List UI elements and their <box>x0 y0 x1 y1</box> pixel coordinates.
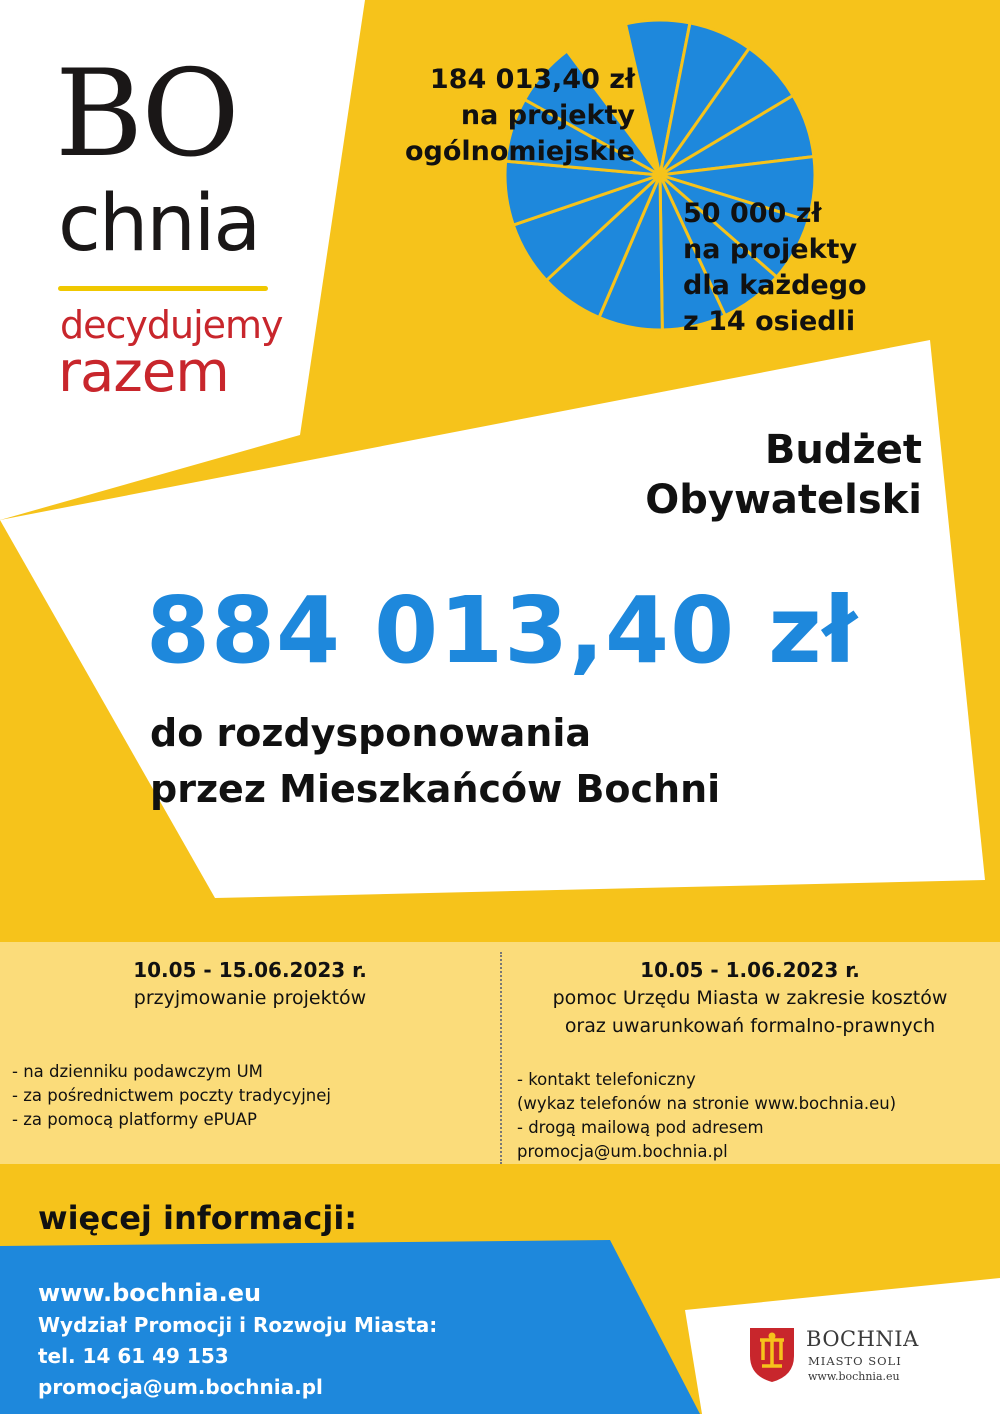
city-logo <box>748 1326 958 1386</box>
submission-methods-list <box>12 1060 500 1132</box>
pie-label-districts <box>683 196 983 340</box>
amount-description-line2: przez Mieszkańców Bochni <box>150 767 721 811</box>
website-link[interactable]: www.bochnia.eu <box>38 1279 262 1307</box>
total-amount: 884 013,40 zł <box>146 577 858 684</box>
page-title <box>645 425 922 525</box>
city-name: BOCHNIA <box>806 1327 919 1351</box>
more-info-heading: więcej informacji: <box>38 1199 358 1237</box>
amount-description-line1: do rozdysponowania <box>150 711 592 755</box>
list-item: - za pośrednictwem poczty tradycyjnej <box>12 1086 331 1105</box>
pie-label-citywide <box>275 62 635 170</box>
city-website: www.bochnia.eu <box>808 1370 900 1383</box>
assistance-title-line1: pomoc Urzędu Miasta w zakresie kosztów <box>552 987 948 1009</box>
list-item: - drogą mailową pod adresem <box>517 1118 764 1137</box>
list-item: - za pomocą platformy ePUAP <box>12 1110 257 1129</box>
pie-label-citywide-line2: na projekty <box>460 100 635 131</box>
amount-description <box>150 705 720 817</box>
assistance-title-line2: oraz uwarunkowań formalno-prawnych <box>564 1015 936 1037</box>
pie-label-districts-line2: na projekty <box>683 234 858 265</box>
title-line-budzet: Budżet <box>764 427 922 473</box>
pie-label-districts-line3: dla każdego <box>683 270 867 301</box>
pie-label-citywide-amount: 184 013,40 zł <box>429 64 635 95</box>
list-item: - na dzienniku podawczym UM <box>12 1062 263 1081</box>
contact-block <box>38 1276 437 1403</box>
submission-title: przyjmowanie projektów <box>133 987 367 1009</box>
logo-decydujemy: decydujemy <box>60 303 283 347</box>
assistance-methods-list <box>517 1068 1000 1164</box>
logo-underline <box>58 286 268 291</box>
pie-label-districts-amount: 50 000 zł <box>683 198 822 229</box>
logo-bo: BO <box>55 45 236 184</box>
submission-date: 10.05 - 15.06.2023 r. <box>133 958 367 982</box>
logo-razem: razem <box>58 340 229 405</box>
city-crest-icon <box>748 1326 796 1384</box>
info-column-submission <box>0 956 500 1132</box>
list-item: - kontakt telefoniczny <box>517 1070 696 1089</box>
phone-number[interactable]: tel. 14 61 49 153 <box>38 1344 229 1368</box>
email-link[interactable]: promocja@um.bochnia.pl <box>38 1375 323 1399</box>
assistance-date: 10.05 - 1.06.2023 r. <box>640 958 860 982</box>
logo-chnia: chnia <box>58 179 260 269</box>
department-name: Wydział Promocji i Rozwoju Miasta: <box>38 1313 438 1337</box>
list-item: (wykaz telefonów na stronie www.bochnia.eu) <box>517 1094 897 1113</box>
title-line-obywatelski: Obywatelski <box>645 477 922 523</box>
city-subtitle: MIASTO SOLI <box>808 1354 902 1368</box>
list-item: promocja@um.bochnia.pl <box>517 1142 728 1161</box>
pie-label-citywide-line3: ogólnomiejskie <box>404 136 635 167</box>
pie-label-districts-line4: z 14 osiedli <box>683 306 856 337</box>
info-column-assistance <box>500 956 1000 1164</box>
